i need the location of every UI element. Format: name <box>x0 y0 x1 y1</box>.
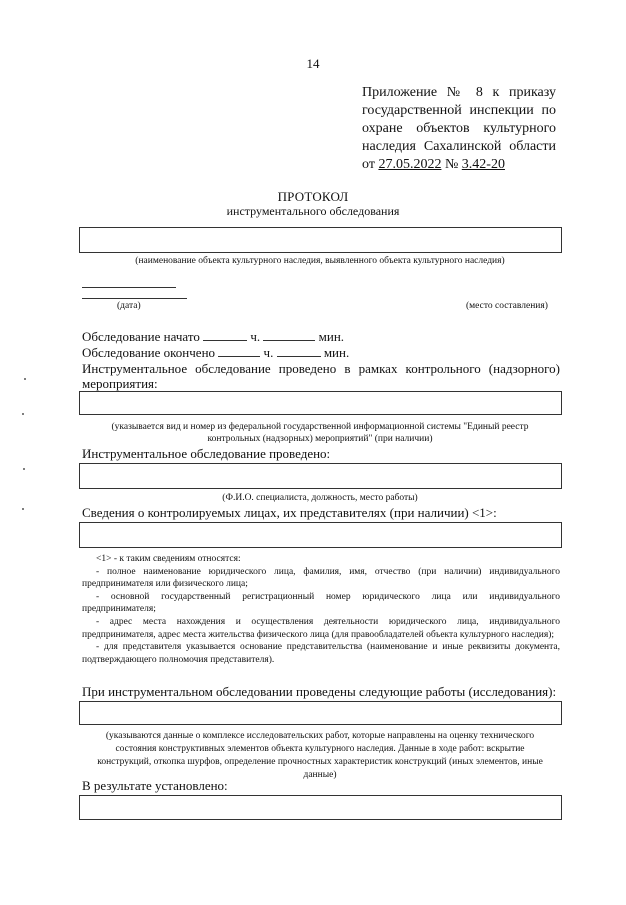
date-line-short <box>82 287 176 288</box>
inspection-ended-row <box>82 345 349 361</box>
minutes-label: мин. <box>318 329 345 344</box>
started-hours-field[interactable] <box>203 329 247 341</box>
registry-field[interactable] <box>79 391 562 415</box>
specialist-caption: (Ф.И.О. специалиста, должность, место работы) <box>222 493 418 503</box>
scan-speck <box>22 508 24 510</box>
order-number: 3.42-20 <box>461 157 505 172</box>
footnotes <box>82 553 560 666</box>
registry-caption-1: (указывается вид и номер из федеральной государственной информационной системы "Единый реестр <box>111 422 529 432</box>
ended-minutes-field[interactable] <box>277 345 321 357</box>
registry-caption-2: контрольных (надзорных) мероприятий" (при наличии) <box>207 434 433 444</box>
order-date-prefix: от <box>362 157 379 172</box>
result-label: В результате установлено: <box>82 778 228 793</box>
works-caption-1: (указываются данные о комплексе исследовательских работ, которые направлены на оценку технического <box>105 731 535 741</box>
hours-label: ч. <box>250 329 261 344</box>
place-caption: (место составления) <box>466 301 548 311</box>
works-label: При инструментальном обследовании проведены следующие работы (исследования): <box>82 684 557 699</box>
appendix-line-4: наследия Сахалинской области <box>362 139 556 154</box>
specialist-field[interactable] <box>79 463 562 489</box>
page-number: 14 <box>306 56 320 71</box>
conducted-within-text: Инструментальное обследование проведено в рамках контрольного (надзорного) <box>82 361 560 376</box>
works-caption-4: данные) <box>303 770 337 780</box>
hours-label: ч. <box>263 345 274 360</box>
object-name-caption: (наименование объекта культурного наследия, выявленного объекта культурного наследия) <box>135 256 505 266</box>
footnote-item: - для представителя указывается основание представительства (наименование и иные реквизиты документа, подтверждающего полномочия представителя). <box>82 642 560 665</box>
footnote-item: - основной государственный регистрационный номер юридического лица или индивидуального предпринимателя; <box>82 591 560 615</box>
date-line <box>82 298 187 299</box>
appendix-line-2: государственной инспекции по <box>362 103 556 118</box>
appendix-order-line <box>362 156 556 174</box>
controlled-persons-label: Сведения о контролируемых лицах, их представителях (при наличии) <1>: <box>82 505 497 520</box>
document-title: ПРОТОКОЛ <box>277 189 349 204</box>
order-number-sign: № <box>441 157 462 172</box>
appendix-line-3: охране объектов культурного <box>362 121 556 136</box>
date-caption: (дата) <box>117 301 141 311</box>
controlled-persons-field[interactable] <box>79 522 562 548</box>
inspection-started-row <box>82 329 344 345</box>
ended-hours-field[interactable] <box>218 345 260 357</box>
result-field[interactable] <box>79 795 562 820</box>
started-minutes-field[interactable] <box>263 329 315 341</box>
footnote-item: - адрес места нахождения и осуществления деятельности юридического лица, индивидуального предпринимателя, адрес места жительства физического лица (для правообладателей объекта культурного наследия); <box>82 616 560 640</box>
footnote-item: - полное наименование юридического лица, фамилия, имя, отчество (при наличии) индивидуального предпринимателя или физического лица; <box>82 566 560 590</box>
appendix-reference <box>362 84 556 174</box>
order-date: 27.05.2022 <box>378 157 442 172</box>
conducted-by-label: Инструментальное обследование проведено: <box>82 446 331 461</box>
works-caption-3: конструкций, откопка шурфов, определение прочностных характеристик конструкций (иных элементов, иные <box>97 757 543 767</box>
footnote-heading: <1> - к таким сведениям относятся: <box>96 554 241 564</box>
scan-speck <box>23 468 25 470</box>
works-caption-2: состояния конструктивных элементов объекта культурного наследия. Данные в ходе работ: вскрытие <box>115 744 525 754</box>
conducted-within-text-2: мероприятия: <box>82 376 158 391</box>
document-subtitle: инструментального обследования <box>226 204 400 218</box>
appendix-line-1: Приложение № 8 к приказу <box>362 85 556 100</box>
scan-speck <box>22 413 24 415</box>
scan-speck <box>24 378 26 380</box>
minutes-label: мин. <box>323 345 350 360</box>
works-field[interactable] <box>79 701 562 725</box>
inspection-started-label: Обследование начато <box>82 329 200 344</box>
inspection-ended-label: Обследование окончено <box>82 345 216 360</box>
object-name-field[interactable] <box>79 227 562 253</box>
